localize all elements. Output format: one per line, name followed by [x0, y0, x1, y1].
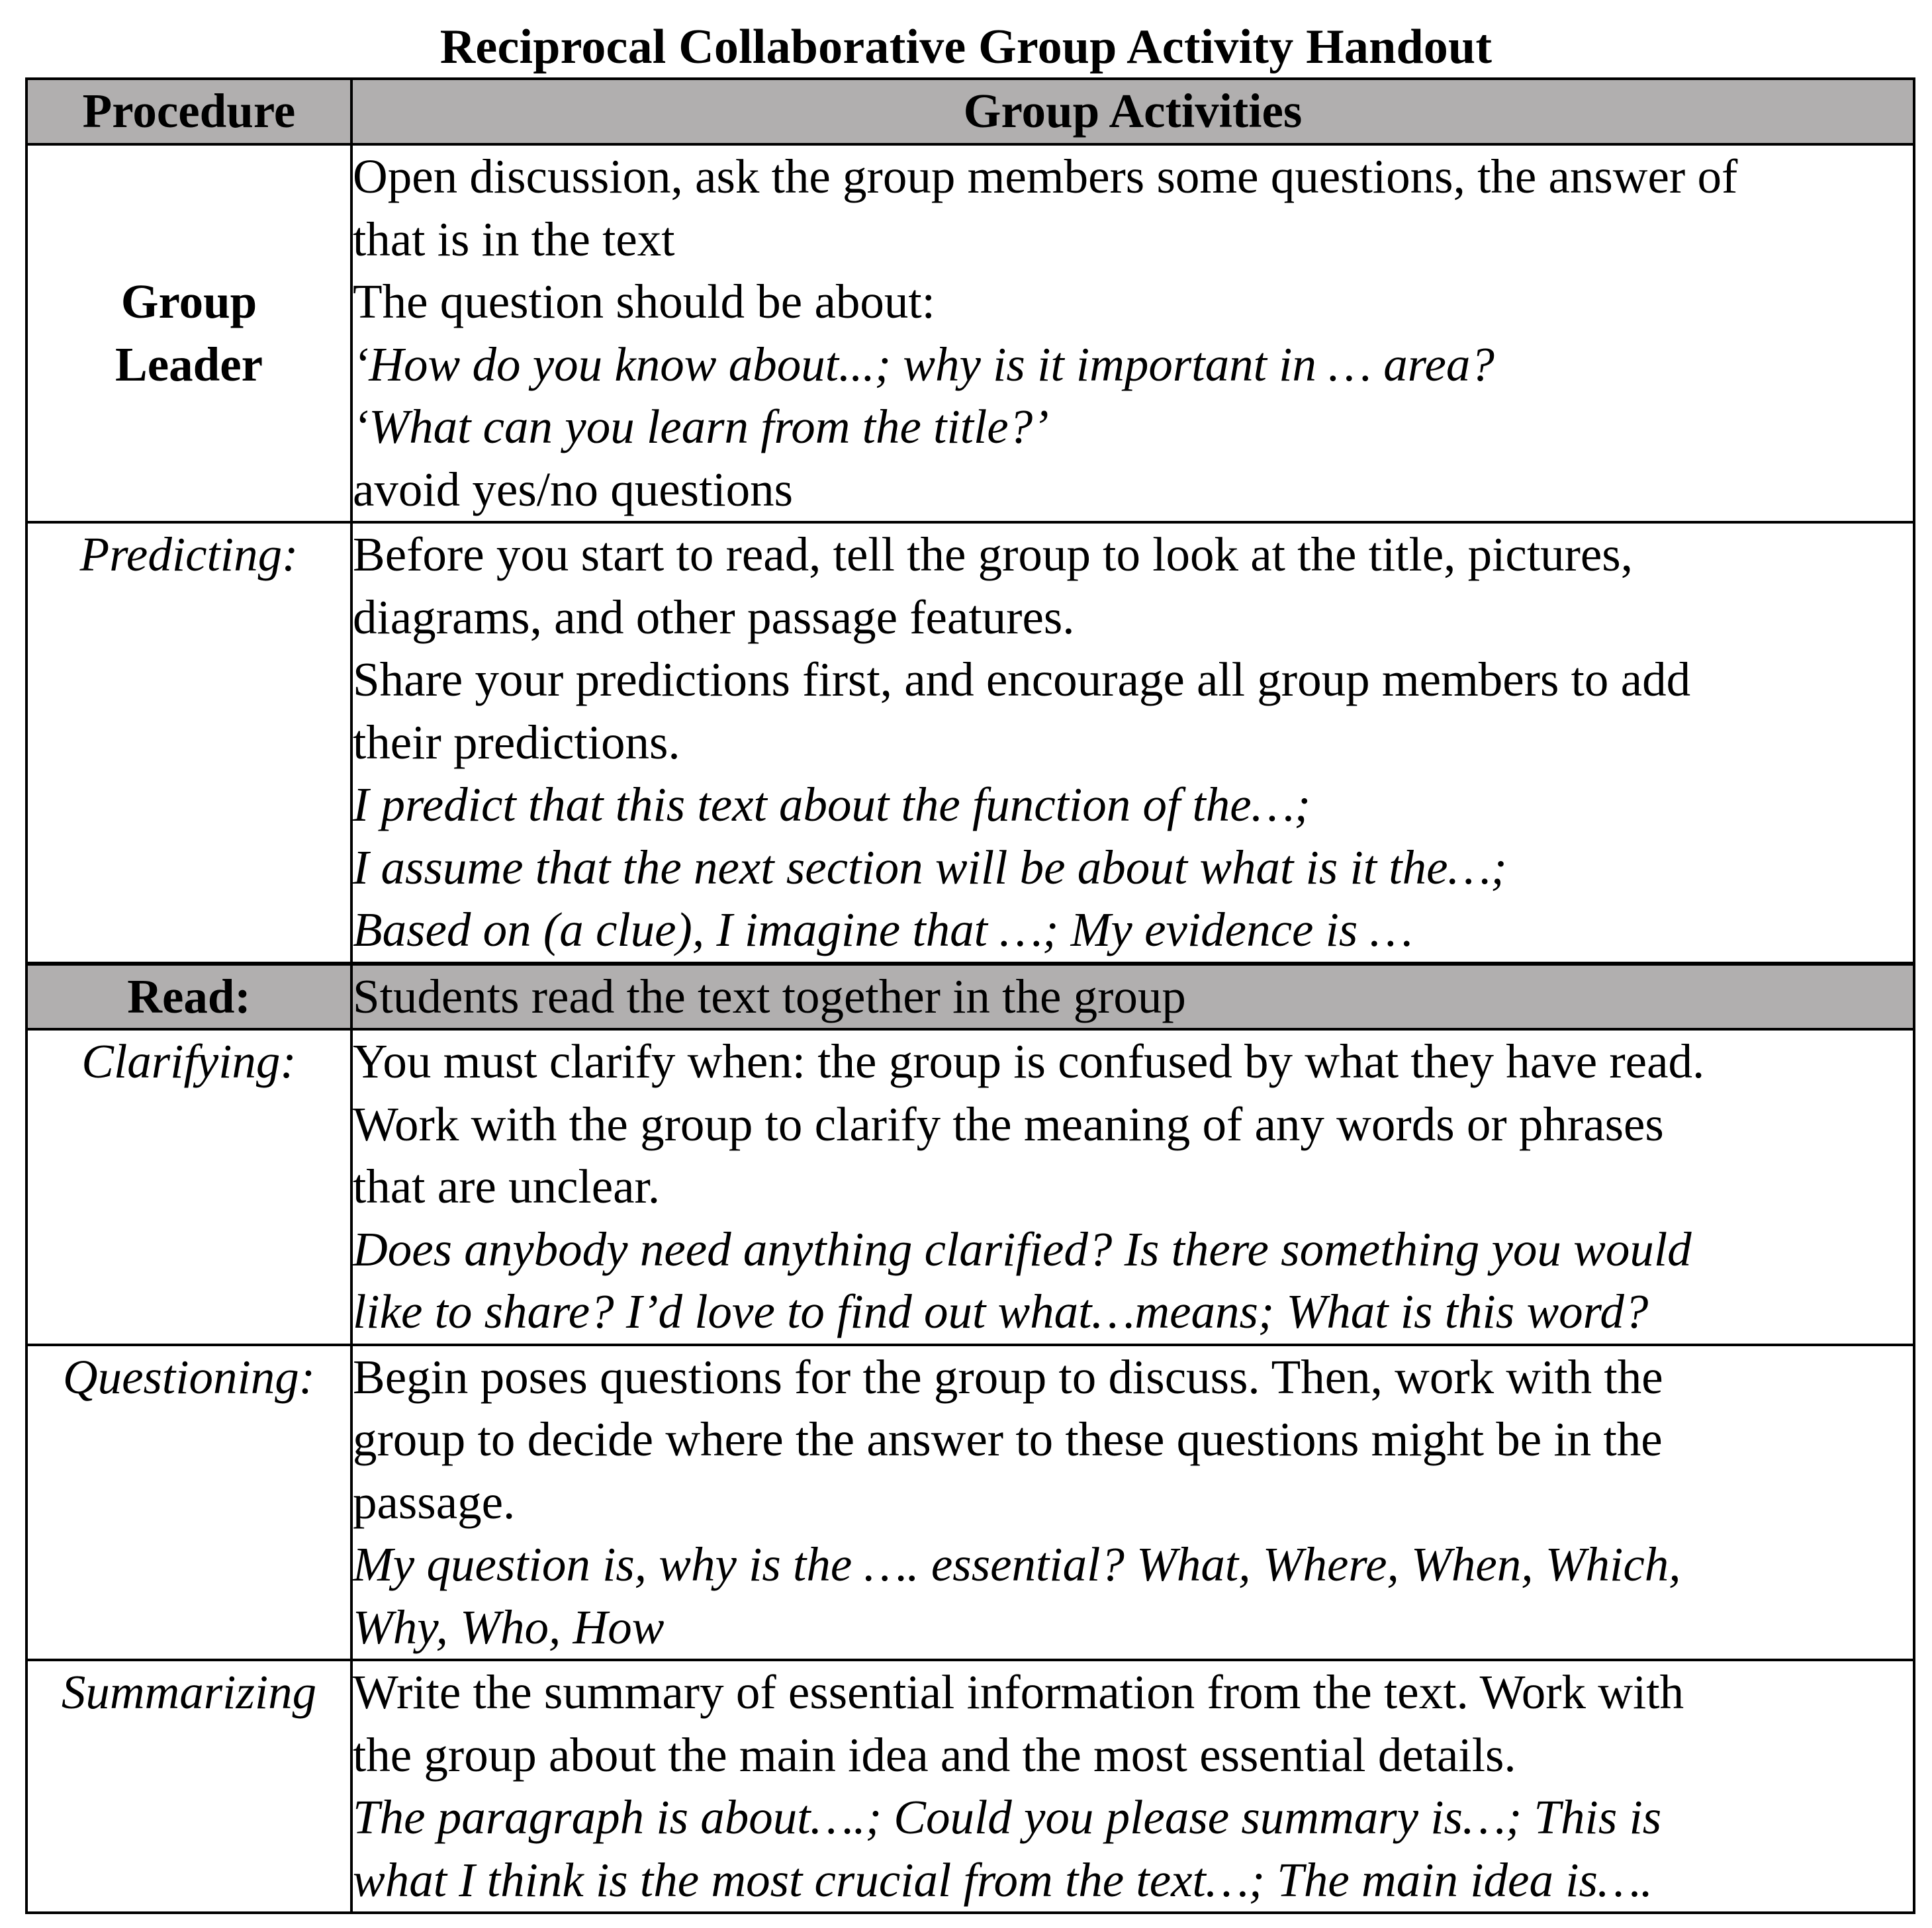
- activity-line: passage.: [353, 1475, 516, 1529]
- table-row-questioning: [26, 1345, 1914, 1661]
- procedure-cell-questioning: Questioning:: [26, 1345, 351, 1661]
- activity-line: Before you start to read, tell the group to look at the title, pictures,: [353, 528, 1633, 581]
- activity-table: [25, 77, 1915, 1914]
- activity-line: Open discussion, ask the group members some questions, the answer of: [353, 150, 1738, 203]
- activity-example-line: My question is, why is the …. essential? What, Where, When, Which,: [353, 1538, 1681, 1591]
- activity-line: that are unclear.: [353, 1160, 661, 1213]
- procedure-cell-clarifying: Clarifying:: [26, 1029, 351, 1345]
- activity-line: You must clarify when: the group is confused by what they have read.: [353, 1034, 1705, 1088]
- activity-cell-read: Students read the text together in the group: [351, 964, 1914, 1030]
- header-procedure: Procedure: [26, 79, 351, 144]
- activity-line: diagrams, and other passage features.: [353, 590, 1075, 644]
- activity-line: Write the summary of essential information from the text. Work with: [353, 1665, 1684, 1719]
- activity-line: Share your predictions first, and encourage all group members to add: [353, 653, 1691, 706]
- activity-example-line: Does anybody need anything clarified? Is there something you would: [353, 1222, 1692, 1276]
- procedure-cell-group-leader: [26, 144, 351, 522]
- activity-line: the group about the main idea and the most essential details.: [353, 1727, 1516, 1782]
- activity-line: avoid yes/no questions: [353, 462, 794, 516]
- activity-cell-questioning: [351, 1345, 1914, 1661]
- table-row-read: [26, 964, 1914, 1030]
- activity-line: that is in the text: [353, 212, 675, 266]
- activity-line: group to decide where the answer to these questions might be in the: [353, 1412, 1663, 1466]
- activity-example-line: I assume that the next section will be about what is it the…;: [353, 840, 1507, 894]
- table-header-row: [26, 79, 1914, 144]
- activity-example-line: Based on (a clue), I imagine that …; My evidence is …: [353, 903, 1413, 956]
- activity-cell-summarizing: [351, 1660, 1914, 1913]
- activity-cell-group-leader: [351, 144, 1914, 522]
- header-group-activities: Group Activities: [351, 79, 1914, 144]
- procedure-label-line: Group: [120, 275, 257, 328]
- table-row-clarifying: [26, 1029, 1914, 1345]
- activity-example-line: The paragraph is about….; Could you please summary is…; This is: [353, 1790, 1662, 1844]
- table-row-summarizing: [26, 1660, 1914, 1913]
- activity-example-line: I predict that this text about the function of the…;: [353, 778, 1311, 831]
- activity-example-line: ‘What can you learn from the title?’: [353, 400, 1049, 453]
- document-title: Reciprocal Collaborative Group Activity Handout: [439, 20, 1493, 74]
- activity-line: The question should be about:: [353, 275, 935, 328]
- table-row-predicting: [26, 522, 1914, 964]
- procedure-label-line: Leader: [115, 337, 263, 391]
- activity-example-line: ‘How do you know about...; why is it important in … area?: [353, 337, 1495, 391]
- activity-line: Work with the group to clarify the meaning of any words or phrases: [353, 1097, 1664, 1151]
- table-row-group-leader: [26, 144, 1914, 522]
- procedure-cell-predicting: Predicting:: [26, 522, 351, 964]
- activity-cell-predicting: [351, 522, 1914, 964]
- activity-example-line: like to share? I’d love to find out what…means; What is this word?: [353, 1285, 1649, 1338]
- procedure-cell-summarizing: Summarizing: [26, 1660, 351, 1913]
- activity-cell-clarifying: [351, 1029, 1914, 1345]
- activity-line: their predictions.: [353, 715, 680, 769]
- activity-example-line: Why, Who, How: [353, 1600, 665, 1654]
- activity-line: Begin poses questions for the group to discuss. Then, work with the: [353, 1350, 1663, 1404]
- procedure-cell-read: Read:: [26, 964, 351, 1030]
- activity-example-line: what I think is the most crucial from the text…; The main idea is….: [353, 1853, 1653, 1907]
